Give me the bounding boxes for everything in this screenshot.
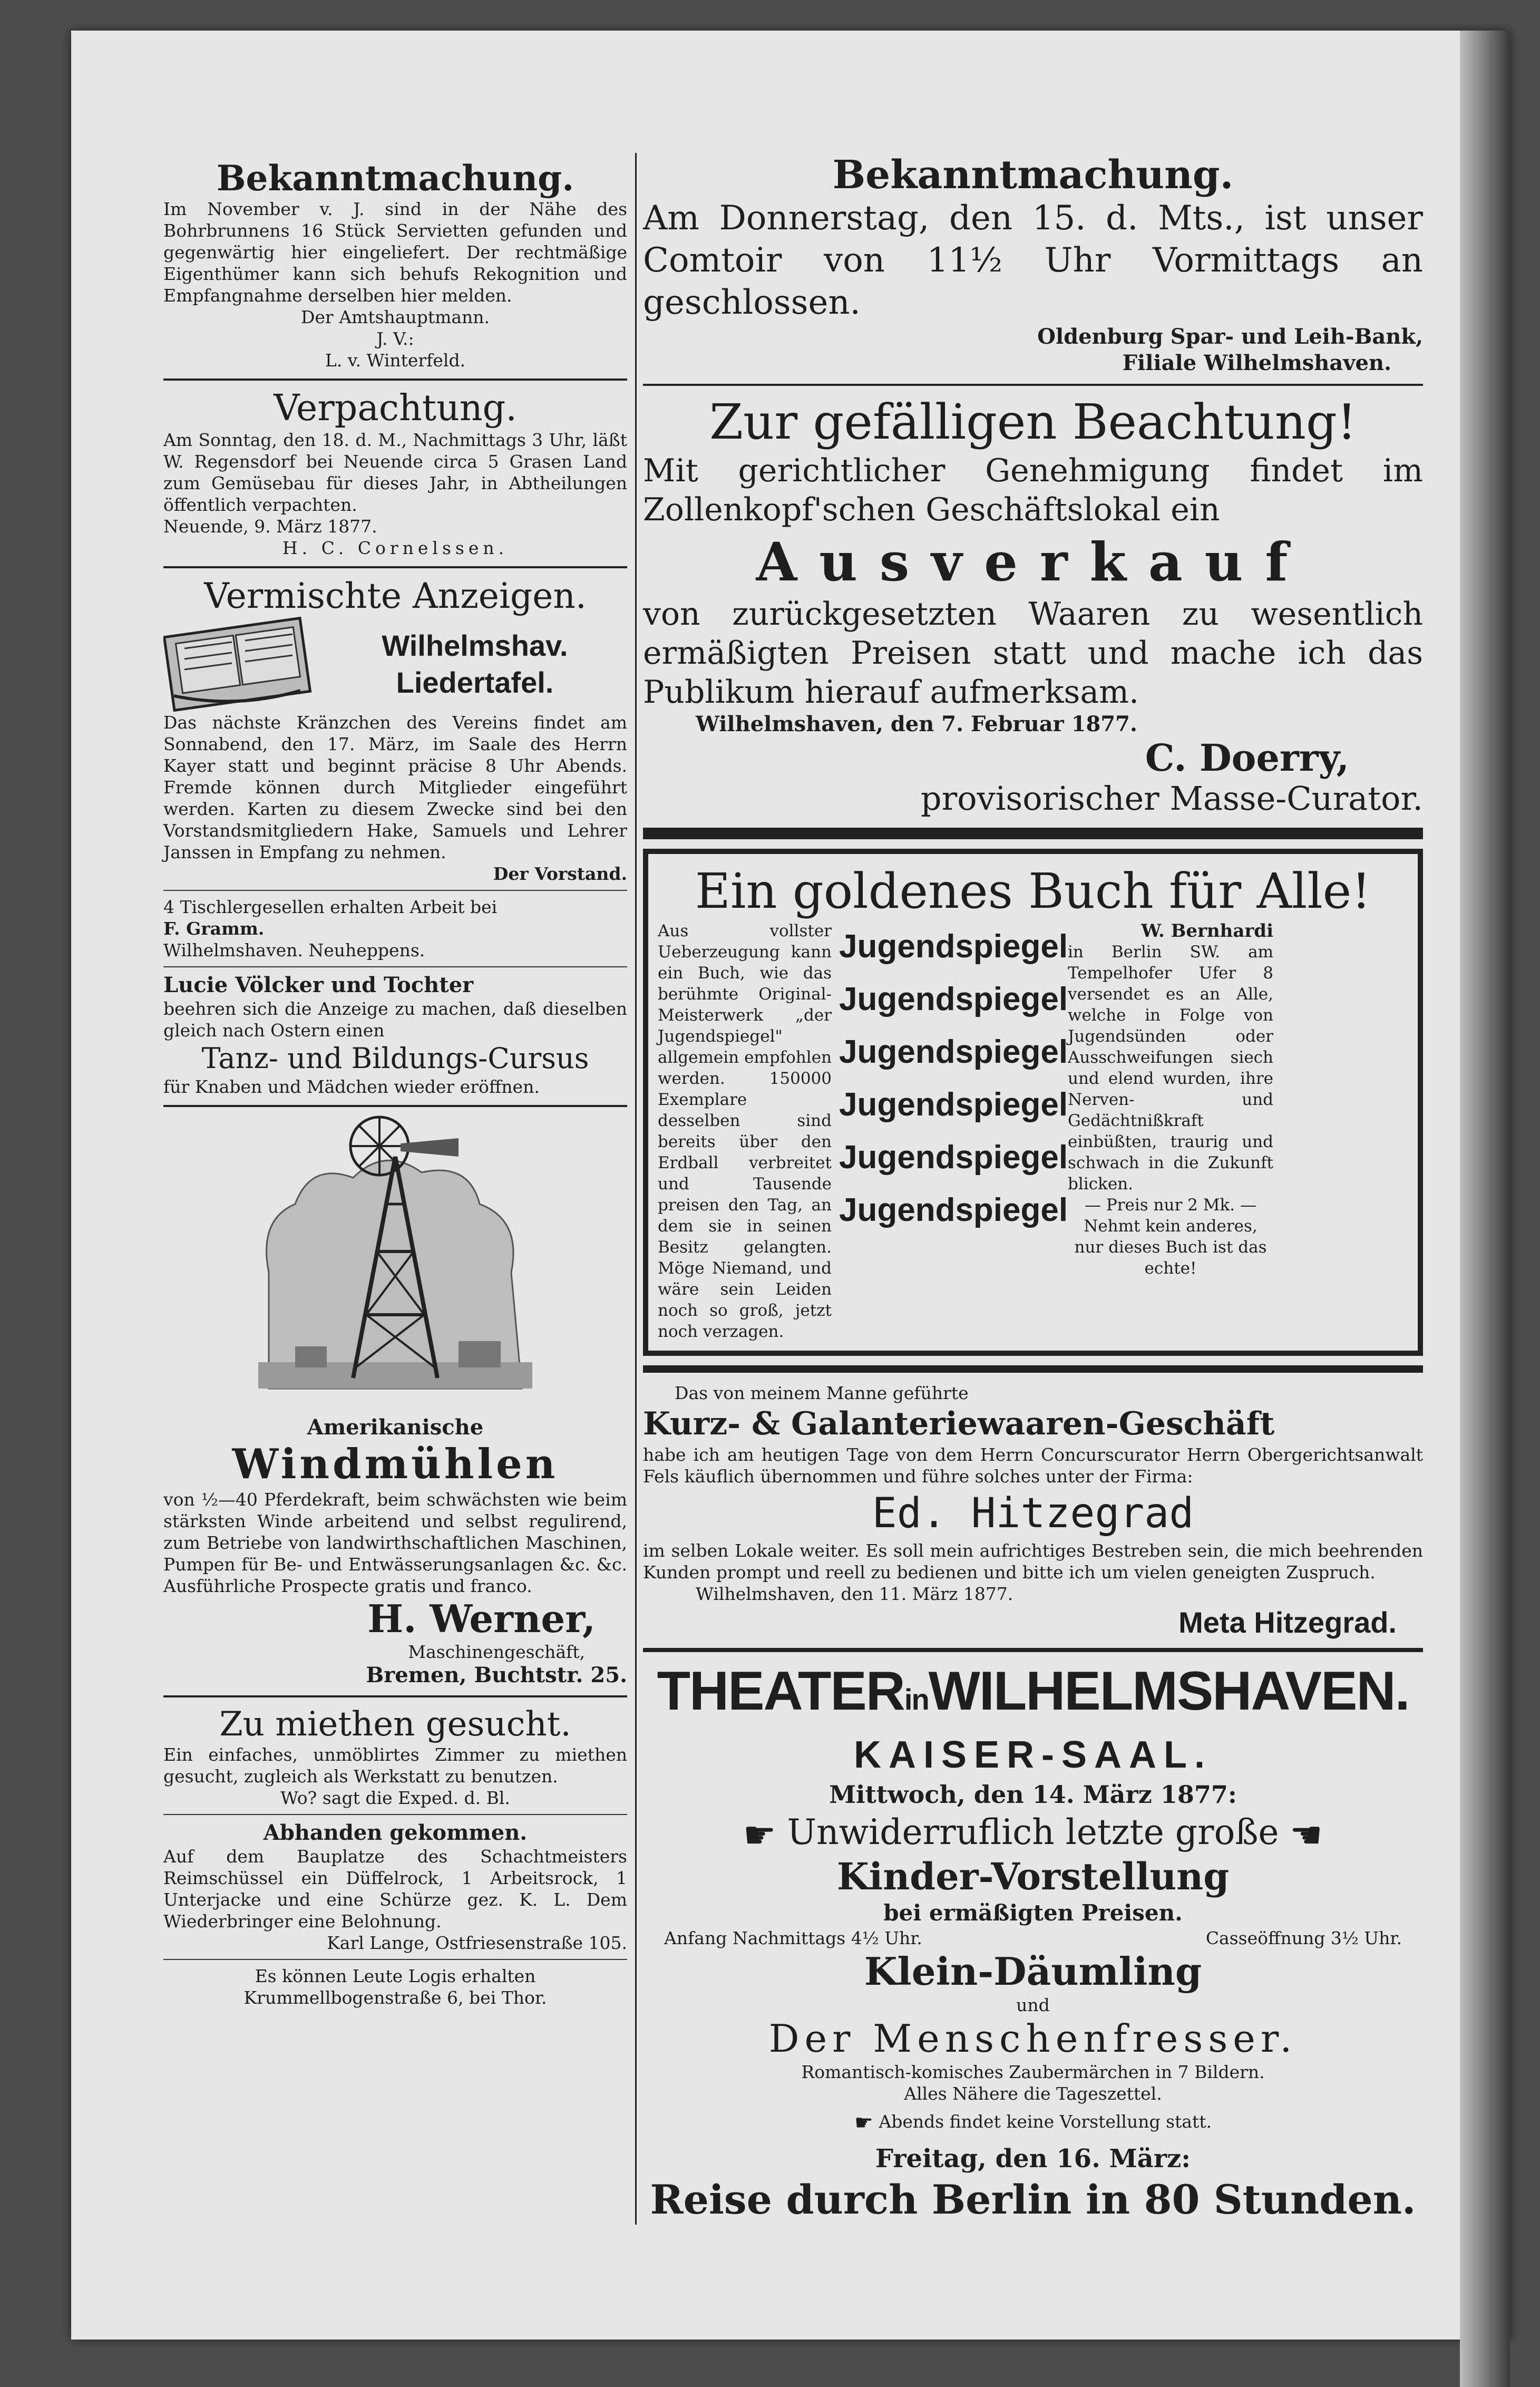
ad-note: Nehmt kein anderes, nur dieses Buch ist das echte!	[1074, 1217, 1267, 1278]
ad-title: Kurz- & Galanteriewaaren-Geschäft	[643, 1405, 1275, 1442]
ad-body: im selben Lokale weiter. Es soll mein aufrichtiges Bestreben sein, die mich beehrenden Kunden prompt und reell zu bedienen und bitte ich um vielen geneigten Zuspruch.	[643, 1540, 1423, 1583]
play-description: Romantisch-komisches Zaubermärchen in 7 Bildern.	[801, 2062, 1265, 2082]
start-time: Anfang Nachmittags 4½ Uhr.	[664, 1928, 922, 1948]
divider	[163, 379, 627, 381]
box-office-time: Casseöffnung 3½ Uhr.	[1205, 1928, 1402, 1948]
songbook-illustration	[163, 617, 316, 712]
ad-zu-miethen	[163, 1705, 627, 1809]
ad-vermischte-anzeigen	[163, 576, 627, 885]
conjunction: und	[1016, 1995, 1050, 2015]
ad-body: von zurückgesetzten Waaren zu wesentlich ermäßigten Preisen statt und mache ich das Publikum hierauf aufmerksam.	[643, 596, 1423, 711]
firm-name: Ed. Hitzegrad	[872, 1490, 1194, 1537]
ad-body: von ½—40 Pferdekraft, beim schwächsten wie beim stärksten Winde arbeitend und selbst regulirend, zum Betriebe von landwirthschaftlichen Maschinen, Pumpen für Be- und Entwässerungsanlagen &c. &c. Ausführliche Prospecte gratis und franco.	[163, 1489, 627, 1596]
ad-jugendspiegel	[643, 849, 1423, 1356]
signature-line: Der Vorstand.	[493, 863, 627, 884]
firm-name: H. Werner,	[367, 1596, 596, 1641]
signature-line: provisorischer Masse-Curator.	[920, 779, 1423, 818]
ad-body: Am Sonntag, den 18. d. M., Nachmittags 3 Uhr, läßt W. Regensdorf bei Neuende circa 5 Grasen Land zum Gemüsebau für dieses Jahr, in Abtheilungen öffentlich verpachten.	[163, 430, 627, 515]
ad-theater	[643, 1660, 1423, 2224]
ad-abhanden	[163, 1820, 627, 1954]
ad-tischlergesellen	[163, 896, 627, 961]
ad-date: Wilhelmshaven, den 7. Februar 1877.	[696, 712, 1137, 736]
ad-body: Das nächste Kränzchen des Vereins findet am Sonnabend, den 17. März, im Saale des Herrn Kayer statt und beginnt präcise 8 Uhr Abends. Fremde können durch Mitglieder eingeführt werden. Karten zu diesem Zwecke sind bei den Vorstandsmitgliedern Hake, Samuels und Lehrer Janssen in Empfang zu nehmen.	[163, 712, 627, 862]
signature-line: L. v. Winterfeld.	[325, 350, 466, 371]
ad-title: Windmühlen	[232, 1440, 559, 1488]
signature-line: H. C. Cornelssen.	[282, 538, 509, 558]
price-note: bei ermäßigten Preisen.	[883, 1900, 1183, 1926]
ad-body: für Knaben und Mädchen wieder eröffnen.	[163, 1076, 540, 1097]
ad-reference: Wo? sagt die Exped. d. Bl.	[280, 1788, 510, 1808]
performance-title: Kinder-Vorstellung	[836, 1855, 1230, 1898]
ad-bekanntmachung-bank	[643, 153, 1423, 376]
theater-title: THEATER	[657, 1661, 904, 1722]
ad-title: Zur gefälligen Beachtung!	[709, 394, 1357, 450]
ad-body: habe ich am heutigen Tage von dem Herrn Concurscurator Herrn Obergerichtsanwalt Fels käuflich übernommen und führe solches unter der Firma:	[643, 1444, 1423, 1487]
signature-line: Meta Hitzegrad.	[1178, 1606, 1397, 1639]
ad-title: Verpachtung.	[274, 387, 517, 429]
ad-subtitle: Amerikanische	[307, 1415, 484, 1440]
right-column	[643, 153, 1423, 2224]
signature-line: Filiale Wilhelmshaven.	[1122, 351, 1391, 375]
left-column	[163, 158, 627, 2008]
ad-title: Bekanntmachung.	[216, 158, 574, 199]
pointing-hand-right-icon: ☛	[854, 2111, 873, 2135]
play-title: Klein-Däumling	[864, 1949, 1202, 1994]
signature-line: Karl Lange, Ostfriesenstraße 105.	[327, 1933, 627, 1953]
firm-place: Wilhelmshaven. Neuheppens.	[163, 940, 425, 960]
divider	[163, 566, 627, 568]
ad-logis	[163, 1965, 627, 2008]
evening-note: Abends findet keine Vorstellung statt.	[879, 2111, 1212, 2132]
page-fold-shadow	[1460, 31, 1510, 2387]
play-title: Der Menschenfresser.	[768, 2016, 1298, 2061]
firm-type: Maschinengeschäft,	[408, 1642, 585, 1662]
publisher-name: W. Bernhardi	[1141, 920, 1273, 942]
book-title: Jugendspiegel	[839, 1086, 1068, 1123]
divider	[163, 1959, 627, 1960]
ad-body: 4 Tischlergesellen erhalten Arbeit bei	[163, 897, 498, 917]
club-name: Liedertafel.	[396, 666, 554, 699]
club-name: Wilhelmshav.	[382, 629, 568, 662]
firm-name: F. Gramm.	[163, 918, 265, 939]
book-title-list	[839, 920, 1068, 1237]
publisher-info	[1068, 920, 1273, 1279]
ad-intro: Das von meinem Manne geführte	[675, 1383, 969, 1403]
ad-body: Im November v. J. sind in der Nähe des Bohrbrunnens 16 Stück Servietten gefunden und gegenwärtig hier eingeliefert. Der rechtmäßige Eigenthümer kann sich behufs Rekognition und Empfangnahme derselben hier melden.	[163, 199, 627, 306]
signature-line: Oldenburg Spar- und Leih-Bank,	[1037, 324, 1423, 349]
pointing-hand-right-icon: ☛	[743, 1813, 776, 1857]
signature-line: C. Doerry,	[1145, 736, 1349, 780]
course-name: Tanz- und Bildungs-Cursus	[201, 1042, 589, 1075]
play-info: Alles Nähere die Tageszettel.	[904, 2083, 1162, 2104]
ad-body: Aus vollster Ueberzeugung kann ein Buch, wie das berühmte Original-Meisterwerk „der Jugendspiegel" allgemein empfohlen werden. 150000 Exemplare desselben sind bereits über den Erdball verbreitet und Tausende preisen den Tag, an dem sie in seinen Besitz gelangten. Möge Niemand, und wäre sein Leiden noch so groß, jetzt noch verzagen.	[658, 921, 832, 1341]
performance-note: Unwiderruflich letzte große	[787, 1812, 1279, 1852]
ad-bekanntmachung-amtshauptmann	[163, 158, 627, 371]
divider	[643, 1365, 1423, 1373]
divider	[163, 1695, 627, 1697]
ad-body: Am Donnerstag, den 15. d. Mts., ist unser Comtoir von 11½ Uhr Vormittags an geschlossen.	[643, 199, 1423, 322]
ad-date: Wilhelmshaven, den 11. März 1877.	[696, 1584, 1013, 1604]
signature-line: Der Amtshauptmann.	[300, 307, 490, 327]
performance-date: Freitag, den 16. März:	[875, 2144, 1191, 2173]
ad-body: Ein einfaches, unmöblirtes Zimmer zu miethen gesucht, zugleich als Werkstatt zu benutzen.	[163, 1744, 627, 1787]
book-title: Jugendspiegel	[839, 981, 1068, 1017]
ad-windmuehlen	[163, 1114, 627, 1688]
ad-galanteriewaaren	[643, 1382, 1423, 1641]
ad-title: Zu miethen gesucht.	[219, 1705, 571, 1744]
venue-name: KAISER-SAAL.	[853, 1734, 1212, 1776]
ausverkauf-headline: Ausverkauf	[756, 531, 1310, 593]
ad-body: Mit gerichtlicher Genehmigung findet im Zollenkopf'schen Geschäftslokal ein	[643, 452, 1423, 528]
ad-body: Es können Leute Logis erhalten	[255, 1966, 536, 1986]
book-title: Jugendspiegel	[839, 1139, 1068, 1176]
ad-title: Lucie Völcker und Tochter	[163, 973, 474, 997]
signature-line: J. V.:	[376, 328, 414, 349]
ad-body: in Berlin SW. am Tempelhofer Ufer 8 versendet es an Alle, welche in Folge von Jugendsünden oder Ausschweifungen siech und elend wurden, ihre Nerven- und Gedächtnißkraft einbüßten, traurig und schwach in die Zukunft blicken.	[1068, 943, 1273, 1194]
theater-title-in: in	[904, 1683, 929, 1716]
theater-title: WILHELMSHAVEN.	[928, 1661, 1409, 1722]
windmill-illustration	[248, 1114, 543, 1410]
divider	[163, 1105, 627, 1107]
price: — Preis nur 2 Mk. —	[1085, 1196, 1256, 1215]
performance-date: Mittwoch, den 14. März 1877:	[829, 1780, 1237, 1809]
divider	[643, 1648, 1423, 1652]
column-divider	[635, 153, 637, 2225]
ad-body: Auf dem Bauplatze des Schachtmeisters Reimschüssel ein Düffelrock, 1 Arbeitsrock, 1 Unterjacke und eine Schürze gez. K. L. Dem Wiederbringer eine Belohnung.	[163, 1846, 627, 1932]
ad-ausverkauf	[643, 393, 1423, 818]
ad-title: Abhanden gekommen.	[263, 1820, 528, 1845]
ad-address: Krummellbogenstraße 6, bei Thor.	[243, 1987, 547, 2008]
ad-title: Bekanntmachung.	[832, 152, 1234, 198]
pointing-hand-left-icon: ☛	[1290, 1813, 1323, 1857]
divider	[163, 1814, 627, 1815]
section-title: Vermischte Anzeigen.	[204, 576, 587, 616]
book-title: Jugendspiegel	[839, 928, 1068, 965]
divider	[643, 384, 1423, 386]
firm-address: Bremen, Buchtstr. 25.	[366, 1663, 627, 1687]
divider	[163, 966, 627, 967]
divider	[643, 828, 1423, 839]
divider	[163, 890, 627, 891]
book-title: Jugendspiegel	[839, 1192, 1068, 1228]
ad-verpachtung	[163, 388, 627, 559]
ad-body: beehren sich die Anzeige zu machen, daß dieselben gleich nach Ostern einen	[163, 998, 627, 1041]
book-title: Jugendspiegel	[839, 1034, 1068, 1070]
ad-date: Neuende, 9. März 1877.	[163, 516, 377, 537]
ad-title: Ein goldenes Buch für Alle!	[695, 863, 1371, 919]
performance-title: Reise durch Berlin in 80 Stunden.	[650, 2176, 1416, 2223]
ad-tanzcursus	[163, 973, 627, 1098]
